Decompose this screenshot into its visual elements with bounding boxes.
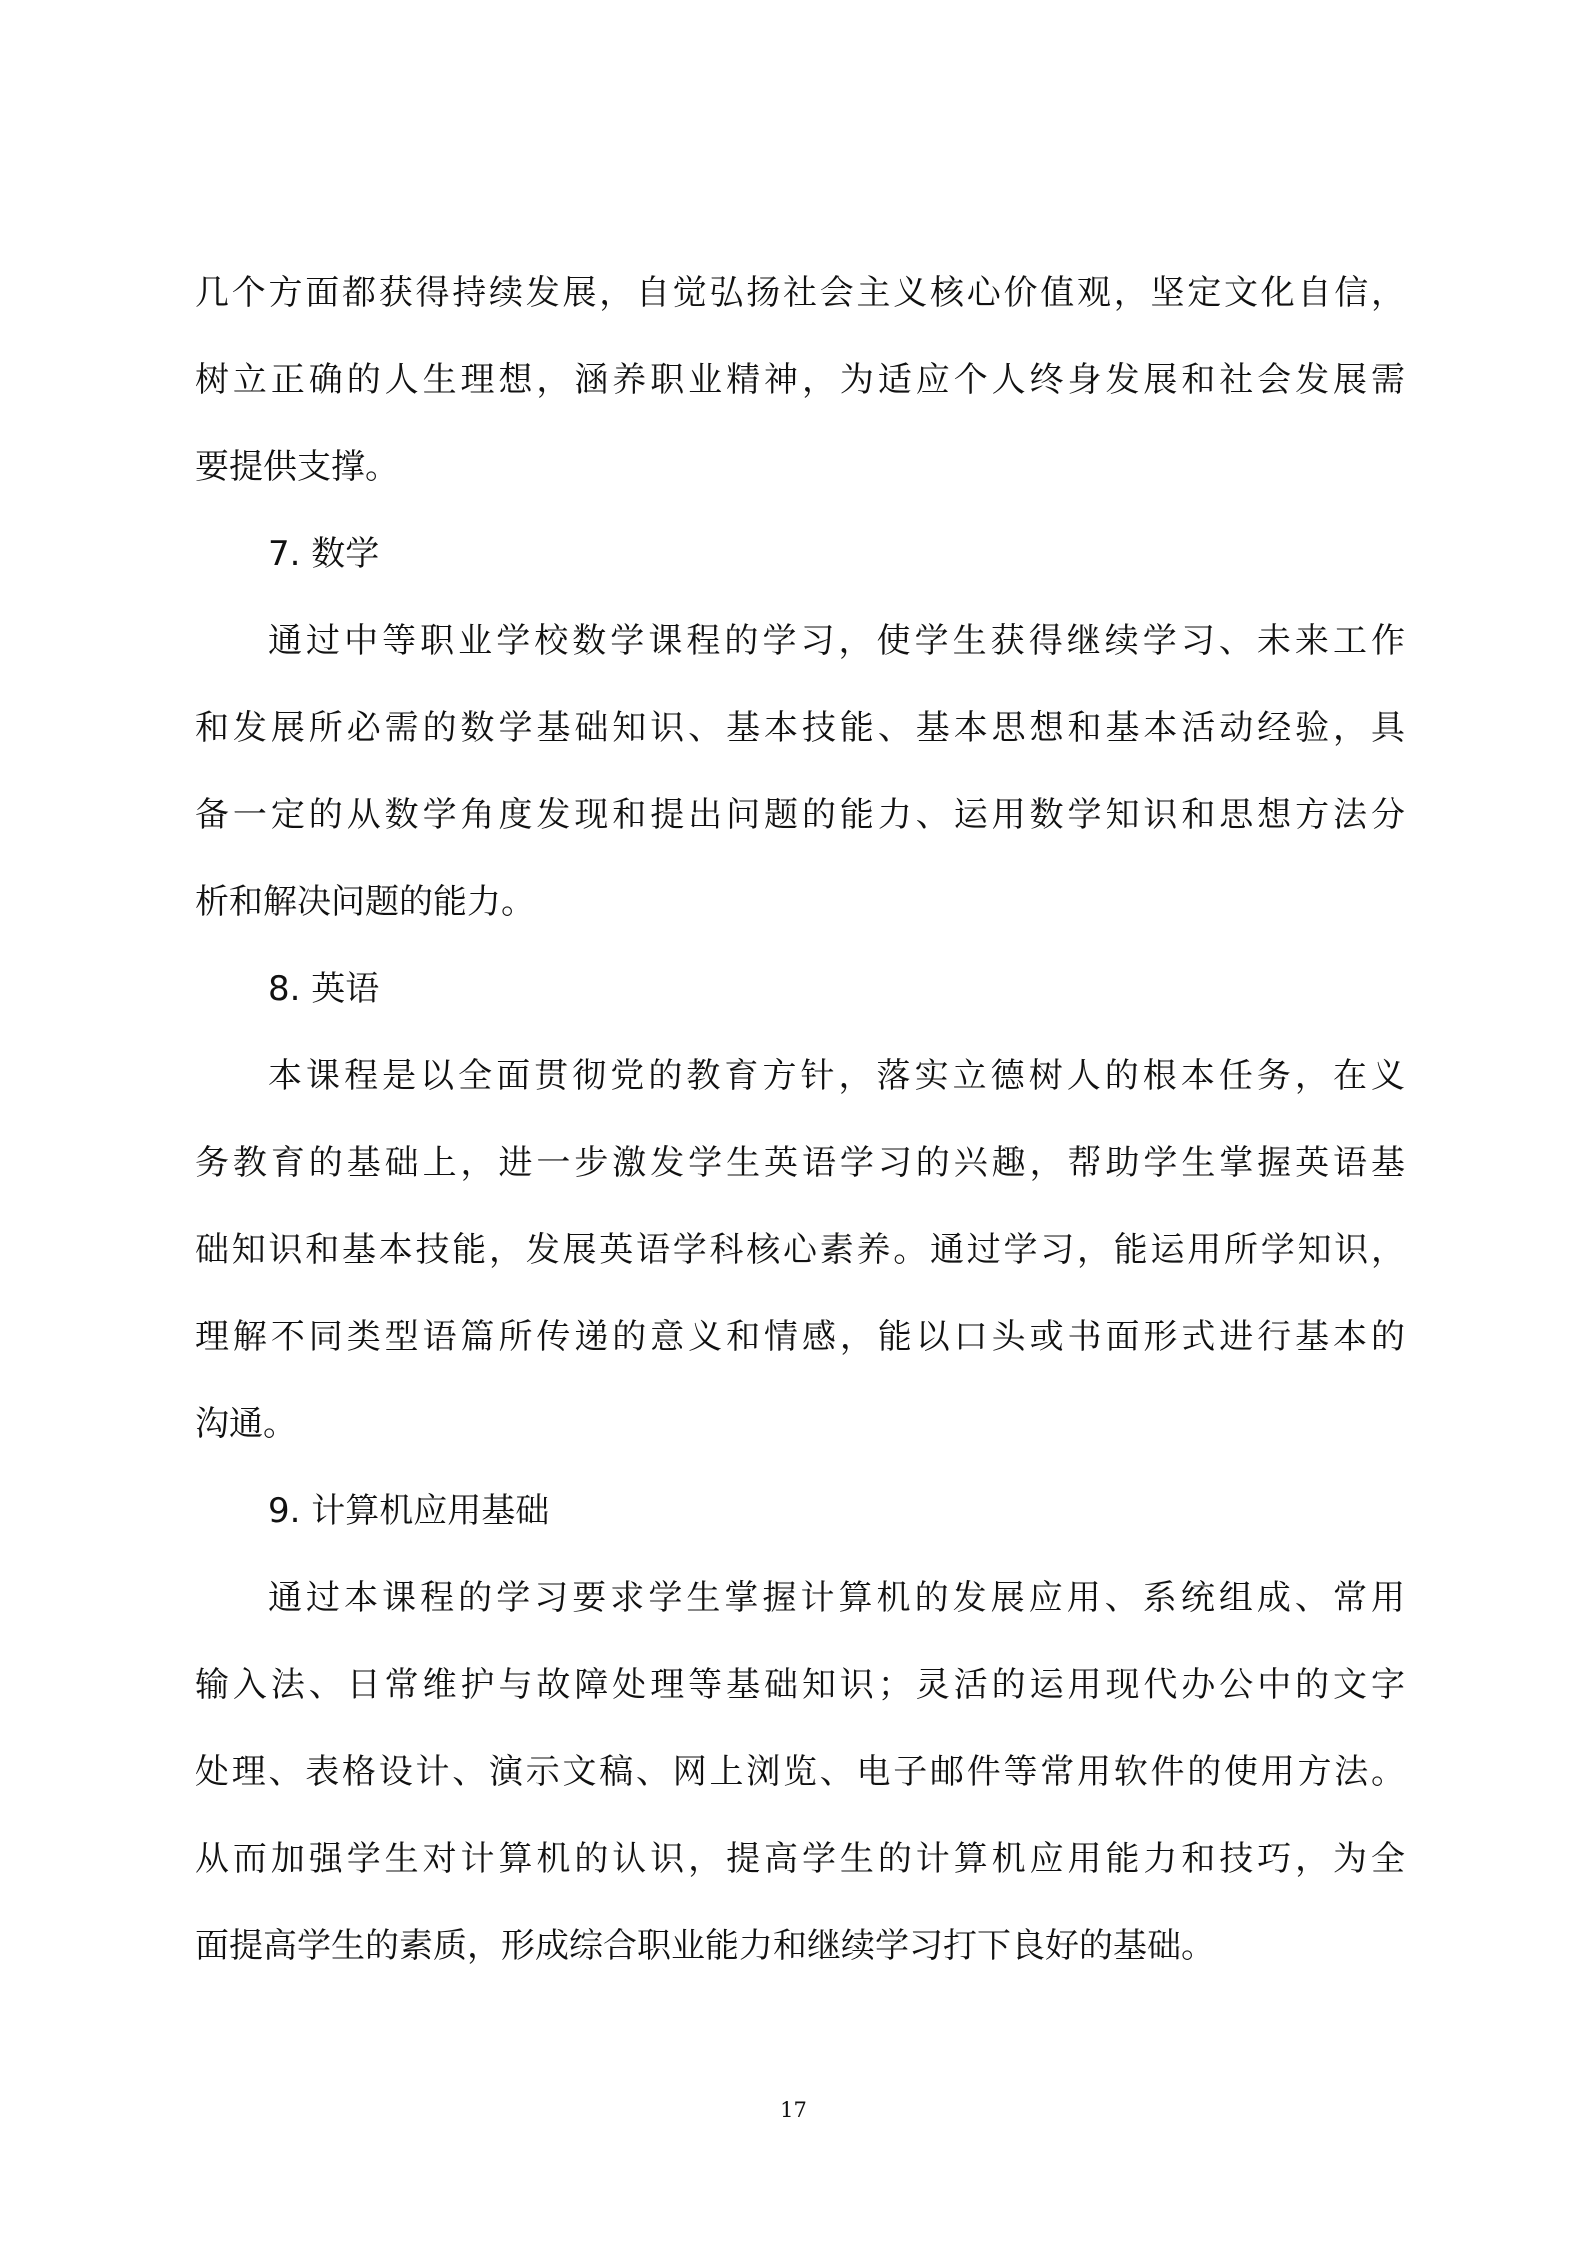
paragraph-line: 本课程是以全面贯彻党的教育方针，落实立德树人的根本任务，在义 xyxy=(268,1056,1405,1096)
paragraph-line: 析和解决问题的能力。 xyxy=(195,882,535,922)
paragraph-line: 沟通。 xyxy=(195,1404,297,1444)
document-body xyxy=(195,250,1405,1990)
paragraph-line: 和发展所必需的数学基础知识、基本技能、基本思想和基本活动经验，具 xyxy=(195,708,1405,748)
paragraph-line: 从而加强学生对计算机的认识，提高学生的计算机应用能力和技巧，为全 xyxy=(195,1839,1405,1879)
paragraph-line: 备一定的从数学角度发现和提出问题的能力、运用数学知识和思想方法分 xyxy=(195,795,1405,835)
paragraph-line: 处理、表格设计、演示文稿、网上浏览、电子邮件等常用软件的使用方法。 xyxy=(195,1752,1405,1792)
paragraph-line: 理解不同类型语篇所传递的意义和情感，能以口头或书面形式进行基本的 xyxy=(195,1317,1405,1357)
paragraph-line: 务教育的基础上，进一步激发学生英语学习的兴趣，帮助学生掌握英语基 xyxy=(195,1143,1405,1183)
paragraph-line: 础知识和基本技能，发展英语学科核心素养。通过学习，能运用所学知识， xyxy=(195,1230,1405,1270)
page-number: 17 xyxy=(780,2098,807,2122)
paragraph-line: 面提高学生的素质，形成综合职业能力和继续学习打下良好的基础。 xyxy=(195,1926,1215,1966)
section-heading-english: 8. 英语 xyxy=(268,969,380,1009)
paragraph-line: 输入法、日常维护与故障处理等基础知识；灵活的运用现代办公中的文字 xyxy=(195,1665,1405,1705)
paragraph-line: 几个方面都获得持续发展，自觉弘扬社会主义核心价值观，坚定文化自信， xyxy=(195,273,1405,313)
section-heading-math: 7. 数学 xyxy=(268,534,380,574)
section-heading-computer-basics: 9. 计算机应用基础 xyxy=(268,1491,550,1531)
paragraph-line: 通过本课程的学习要求学生掌握计算机的发展应用、系统组成、常用 xyxy=(268,1578,1405,1618)
paragraph-line: 通过中等职业学校数学课程的学习，使学生获得继续学习、未来工作 xyxy=(268,621,1405,661)
paragraph-line: 要提供支撑。 xyxy=(195,447,399,487)
paragraph-line: 树立正确的人生理想，涵养职业精神，为适应个人终身发展和社会发展需 xyxy=(195,360,1405,400)
